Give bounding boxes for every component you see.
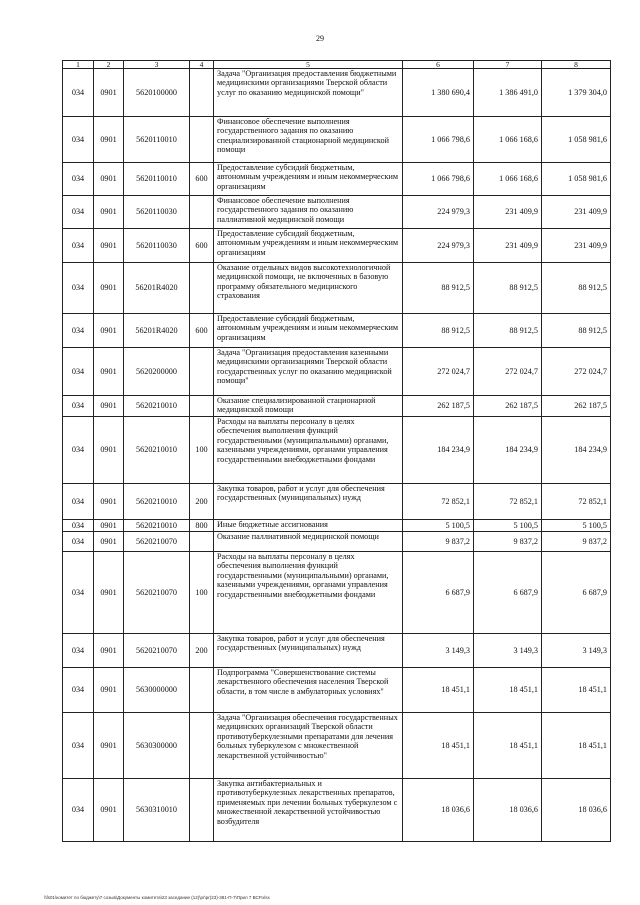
cell-amount-year-1: 272 024,7 bbox=[403, 348, 474, 396]
cell-chapter: 034 bbox=[63, 713, 94, 779]
cell-item-name: Задача "Организация предоставления казенными медицинскими организациями Тверской области государственных услуг по оказанию медицинской помощи" bbox=[214, 348, 403, 396]
cell-item-name: Закупка товаров, работ и услуг для обеспечения государственных (муниципальных) нужд bbox=[214, 484, 403, 520]
cell-expense-type bbox=[190, 117, 214, 163]
cell-amount-year-3: 18 451,1 bbox=[542, 668, 611, 713]
column-number: 8 bbox=[542, 61, 611, 69]
cell-expense-type: 600 bbox=[190, 163, 214, 196]
cell-item-name: Задача "Организация предоставления бюджетными медицинскими организациями Тверской области услуг по оказанию медицинской помощи" bbox=[214, 69, 403, 117]
cell-amount-year-2: 231 409,9 bbox=[474, 229, 542, 263]
cell-amount-year-2: 262 187,5 bbox=[474, 396, 542, 417]
cell-amount-year-3: 72 852,1 bbox=[542, 484, 611, 520]
cell-amount-year-1: 72 852,1 bbox=[403, 484, 474, 520]
cell-chapter: 034 bbox=[63, 779, 94, 842]
cell-expense-type bbox=[190, 779, 214, 842]
cell-section: 0901 bbox=[94, 532, 124, 552]
cell-amount-year-1: 224 979,3 bbox=[403, 229, 474, 263]
cell-target-article: 5620100000 bbox=[124, 69, 190, 117]
cell-amount-year-2: 18 451,1 bbox=[474, 713, 542, 779]
cell-chapter: 034 bbox=[63, 314, 94, 348]
cell-chapter: 034 bbox=[63, 69, 94, 117]
cell-expense-type bbox=[190, 532, 214, 552]
cell-amount-year-3: 1 058 981,6 bbox=[542, 117, 611, 163]
cell-expense-type bbox=[190, 263, 214, 314]
cell-section: 0901 bbox=[94, 417, 124, 484]
cell-target-article: 5620110030 bbox=[124, 229, 190, 263]
cell-amount-year-2: 1 386 491,0 bbox=[474, 69, 542, 117]
cell-amount-year-2: 6 687,9 bbox=[474, 552, 542, 634]
column-number: 4 bbox=[190, 61, 214, 69]
cell-amount-year-3: 1 379 304,0 bbox=[542, 69, 611, 117]
cell-expense-type bbox=[190, 396, 214, 417]
cell-amount-year-2: 72 852,1 bbox=[474, 484, 542, 520]
cell-amount-year-1: 1 066 798,6 bbox=[403, 117, 474, 163]
cell-chapter: 034 bbox=[63, 552, 94, 634]
cell-amount-year-1: 5 100,5 bbox=[403, 520, 474, 532]
cell-item-name: Финансовое обеспечение выполнения государственного задания по оказанию паллиативной медицинской помощи bbox=[214, 196, 403, 229]
table-row bbox=[63, 417, 611, 484]
table-row bbox=[63, 196, 611, 229]
cell-target-article: 5630300000 bbox=[124, 713, 190, 779]
file-path-footer: \\fs01\комитет по бюджету\7 созыв\Документы комитета\23 заседание (12)\pr\pr(23)-381-П-7\Прил 7 ВСР.xlsx bbox=[44, 895, 270, 900]
cell-item-name: Оказание отдельных видов высокотехнологичной медицинской помощи, не включенных в базовую программу обязательного медицинского страхования bbox=[214, 263, 403, 314]
cell-target-article: 5620110010 bbox=[124, 117, 190, 163]
cell-amount-year-2: 231 409,9 bbox=[474, 196, 542, 229]
table-row bbox=[63, 484, 611, 520]
cell-amount-year-3: 5 100,5 bbox=[542, 520, 611, 532]
cell-chapter: 034 bbox=[63, 520, 94, 532]
table-row bbox=[63, 668, 611, 713]
cell-expense-type: 800 bbox=[190, 520, 214, 532]
cell-section: 0901 bbox=[94, 520, 124, 532]
table-row bbox=[63, 552, 611, 634]
cell-target-article: 5620110030 bbox=[124, 196, 190, 229]
cell-section: 0901 bbox=[94, 348, 124, 396]
cell-target-article: 5630000000 bbox=[124, 668, 190, 713]
column-number: 5 bbox=[214, 61, 403, 69]
cell-chapter: 034 bbox=[63, 532, 94, 552]
cell-item-name: Закупка товаров, работ и услуг для обеспечения государственных (муниципальных) нужд bbox=[214, 634, 403, 668]
cell-item-name: Предоставление субсидий бюджетным, автономным учреждениям и иным некоммерческим организациям bbox=[214, 314, 403, 348]
cell-amount-year-1: 1 066 798,6 bbox=[403, 163, 474, 196]
cell-expense-type bbox=[190, 668, 214, 713]
cell-item-name: Подпрограмма "Совершенствование системы лекарственного обеспечения населения Тверской области, в том числе в амбулаторных условиях" bbox=[214, 668, 403, 713]
cell-section: 0901 bbox=[94, 229, 124, 263]
cell-amount-year-3: 88 912,5 bbox=[542, 263, 611, 314]
table-row bbox=[63, 634, 611, 668]
table-body bbox=[63, 69, 611, 842]
column-number: 6 bbox=[403, 61, 474, 69]
cell-amount-year-3: 9 837,2 bbox=[542, 532, 611, 552]
cell-section: 0901 bbox=[94, 314, 124, 348]
cell-expense-type: 200 bbox=[190, 484, 214, 520]
cell-amount-year-2: 18 451,1 bbox=[474, 668, 542, 713]
cell-section: 0901 bbox=[94, 779, 124, 842]
cell-amount-year-2: 88 912,5 bbox=[474, 314, 542, 348]
cell-section: 0901 bbox=[94, 69, 124, 117]
cell-target-article: 56201R4020 bbox=[124, 263, 190, 314]
cell-expense-type bbox=[190, 348, 214, 396]
cell-section: 0901 bbox=[94, 396, 124, 417]
cell-section: 0901 bbox=[94, 163, 124, 196]
cell-amount-year-3: 18 036,6 bbox=[542, 779, 611, 842]
cell-item-name: Оказание специализированной стационарной медицинской помощи bbox=[214, 396, 403, 417]
cell-expense-type bbox=[190, 713, 214, 779]
table-row bbox=[63, 396, 611, 417]
cell-expense-type: 200 bbox=[190, 634, 214, 668]
cell-item-name: Оказание паллиативной медицинской помощи bbox=[214, 532, 403, 552]
page-number: 29 bbox=[316, 34, 324, 43]
table-row bbox=[63, 229, 611, 263]
table-row bbox=[63, 163, 611, 196]
cell-target-article: 5620210010 bbox=[124, 520, 190, 532]
cell-amount-year-2: 1 066 168,6 bbox=[474, 163, 542, 196]
cell-amount-year-3: 262 187,5 bbox=[542, 396, 611, 417]
cell-amount-year-1: 88 912,5 bbox=[403, 314, 474, 348]
cell-item-name: Финансовое обеспечение выполнения государственного задания по оказанию специализированной стационарной медицинской помощи bbox=[214, 117, 403, 163]
table-row bbox=[63, 532, 611, 552]
cell-section: 0901 bbox=[94, 668, 124, 713]
cell-item-name: Расходы на выплаты персоналу в целях обеспечения выполнения функций государственными (муниципальными) органами, казенными учреждениями, органами управления государственными внебюджетными фондами bbox=[214, 552, 403, 634]
cell-amount-year-2: 88 912,5 bbox=[474, 263, 542, 314]
table-row bbox=[63, 117, 611, 163]
cell-amount-year-1: 184 234,9 bbox=[403, 417, 474, 484]
cell-chapter: 034 bbox=[63, 229, 94, 263]
cell-section: 0901 bbox=[94, 634, 124, 668]
cell-chapter: 034 bbox=[63, 396, 94, 417]
table-row bbox=[63, 314, 611, 348]
cell-amount-year-3: 88 912,5 bbox=[542, 314, 611, 348]
cell-amount-year-1: 18 036,6 bbox=[403, 779, 474, 842]
cell-amount-year-1: 9 837,2 bbox=[403, 532, 474, 552]
cell-chapter: 034 bbox=[63, 484, 94, 520]
cell-item-name: Задача "Организация обеспечения государственных медицинских организаций Тверской области противотуберкулезными препаратами для лечения больных туберкулезом с множественной лекарственной устойчивостью" bbox=[214, 713, 403, 779]
cell-expense-type: 600 bbox=[190, 314, 214, 348]
column-number: 3 bbox=[124, 61, 190, 69]
cell-amount-year-2: 9 837,2 bbox=[474, 532, 542, 552]
cell-amount-year-3: 231 409,9 bbox=[542, 196, 611, 229]
cell-item-name: Закупка антибактериальных и противотуберкулезных лекарственных препаратов, применяемых при лечении больных туберкулезом с множественной лекарственной устойчивостью возбудителя bbox=[214, 779, 403, 842]
table-row bbox=[63, 520, 611, 532]
column-number: 7 bbox=[474, 61, 542, 69]
cell-amount-year-2: 1 066 168,6 bbox=[474, 117, 542, 163]
cell-target-article: 5620210070 bbox=[124, 634, 190, 668]
table-row bbox=[63, 348, 611, 396]
cell-amount-year-1: 18 451,1 bbox=[403, 713, 474, 779]
cell-amount-year-2: 272 024,7 bbox=[474, 348, 542, 396]
cell-amount-year-1: 18 451,1 bbox=[403, 668, 474, 713]
cell-chapter: 034 bbox=[63, 163, 94, 196]
table-row bbox=[63, 713, 611, 779]
cell-amount-year-2: 18 036,6 bbox=[474, 779, 542, 842]
column-number: 1 bbox=[63, 61, 94, 69]
cell-section: 0901 bbox=[94, 484, 124, 520]
cell-target-article: 56201R4020 bbox=[124, 314, 190, 348]
cell-chapter: 034 bbox=[63, 634, 94, 668]
cell-amount-year-3: 184 234,9 bbox=[542, 417, 611, 484]
cell-amount-year-3: 18 451,1 bbox=[542, 713, 611, 779]
cell-section: 0901 bbox=[94, 196, 124, 229]
cell-expense-type bbox=[190, 69, 214, 117]
table-row bbox=[63, 779, 611, 842]
cell-chapter: 034 bbox=[63, 196, 94, 229]
cell-item-name: Предоставление субсидий бюджетным, автономным учреждениям и иным некоммерческим организациям bbox=[214, 229, 403, 263]
cell-amount-year-1: 88 912,5 bbox=[403, 263, 474, 314]
cell-amount-year-1: 3 149,3 bbox=[403, 634, 474, 668]
cell-section: 0901 bbox=[94, 263, 124, 314]
cell-target-article: 5620210010 bbox=[124, 396, 190, 417]
cell-target-article: 5620110010 bbox=[124, 163, 190, 196]
cell-target-article: 5620210010 bbox=[124, 484, 190, 520]
cell-target-article: 5620210010 bbox=[124, 417, 190, 484]
cell-item-name: Иные бюджетные ассигнования bbox=[214, 520, 403, 532]
cell-amount-year-3: 231 409,9 bbox=[542, 229, 611, 263]
budget-table bbox=[62, 60, 611, 842]
cell-amount-year-1: 224 979,3 bbox=[403, 196, 474, 229]
cell-section: 0901 bbox=[94, 713, 124, 779]
cell-chapter: 034 bbox=[63, 348, 94, 396]
column-number-row bbox=[63, 61, 611, 69]
cell-expense-type: 100 bbox=[190, 417, 214, 484]
cell-target-article: 5630310010 bbox=[124, 779, 190, 842]
cell-target-article: 5620210070 bbox=[124, 552, 190, 634]
cell-item-name: Расходы на выплаты персоналу в целях обеспечения выполнения функций государственными (муниципальными) органами, казенными учреждениями, органами управления государственными внебюджетными фондами bbox=[214, 417, 403, 484]
cell-amount-year-2: 3 149,3 bbox=[474, 634, 542, 668]
cell-amount-year-3: 3 149,3 bbox=[542, 634, 611, 668]
cell-chapter: 034 bbox=[63, 668, 94, 713]
table-row bbox=[63, 263, 611, 314]
column-number: 2 bbox=[94, 61, 124, 69]
cell-amount-year-3: 272 024,7 bbox=[542, 348, 611, 396]
cell-target-article: 5620210070 bbox=[124, 532, 190, 552]
cell-chapter: 034 bbox=[63, 263, 94, 314]
cell-chapter: 034 bbox=[63, 117, 94, 163]
cell-expense-type: 600 bbox=[190, 229, 214, 263]
cell-amount-year-3: 6 687,9 bbox=[542, 552, 611, 634]
cell-amount-year-2: 184 234,9 bbox=[474, 417, 542, 484]
cell-amount-year-3: 1 058 981,6 bbox=[542, 163, 611, 196]
cell-amount-year-1: 6 687,9 bbox=[403, 552, 474, 634]
cell-expense-type: 100 bbox=[190, 552, 214, 634]
cell-target-article: 5620200000 bbox=[124, 348, 190, 396]
cell-amount-year-1: 1 380 690,4 bbox=[403, 69, 474, 117]
cell-amount-year-1: 262 187,5 bbox=[403, 396, 474, 417]
cell-amount-year-2: 5 100,5 bbox=[474, 520, 542, 532]
cell-item-name: Предоставление субсидий бюджетным, автономным учреждениям и иным некоммерческим организациям bbox=[214, 163, 403, 196]
cell-section: 0901 bbox=[94, 117, 124, 163]
cell-expense-type bbox=[190, 196, 214, 229]
table-row bbox=[63, 69, 611, 117]
cell-section: 0901 bbox=[94, 552, 124, 634]
cell-chapter: 034 bbox=[63, 417, 94, 484]
